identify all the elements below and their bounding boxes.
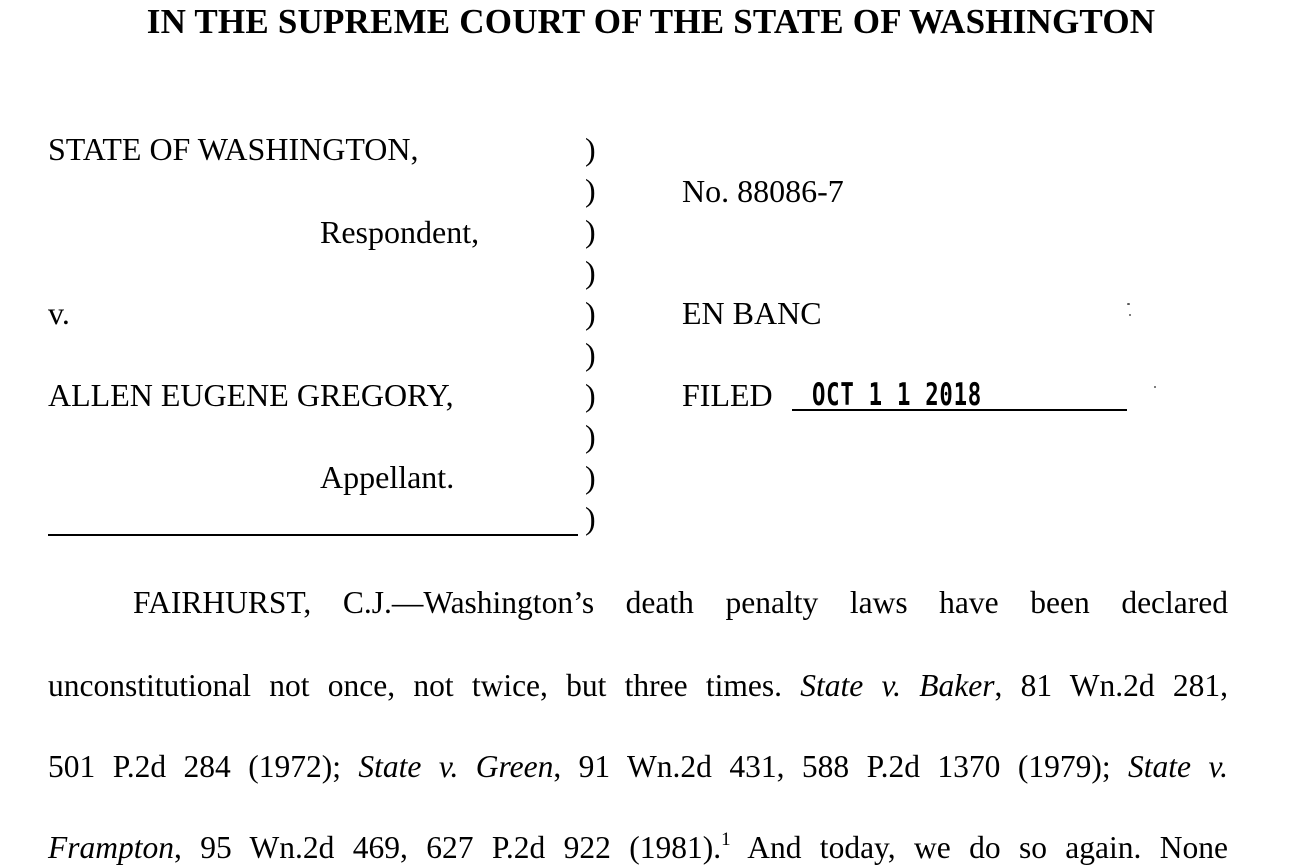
case-citation: Frampton — [48, 830, 174, 865]
party2-role: Appellant. — [320, 459, 455, 495]
opinion-line-2 — [48, 670, 1228, 702]
scan-speck — [1154, 386, 1156, 388]
filed-date-stamp: OCT 1 1 2018 — [812, 377, 982, 413]
case-citation: State v. Baker — [800, 668, 995, 703]
caption-paren: ) — [585, 131, 596, 167]
opinion-text: FAIRHURST, C.J.—Washington’s death penalty laws have been declared — [133, 585, 1228, 620]
en-banc-label: EN BANC — [682, 295, 822, 331]
caption-paren: ) — [585, 377, 596, 413]
caption-paren: ) — [585, 500, 596, 536]
opinion-text: And today, we do so again. None — [730, 830, 1228, 865]
case-citation: State v. Green — [358, 749, 554, 784]
versus-label: v. — [48, 295, 70, 331]
scan-speck — [1127, 303, 1130, 305]
opinion-text: 501 P.2d 284 (1972); — [48, 749, 359, 784]
opinion-text: , 81 Wn.2d 281, — [994, 668, 1228, 703]
opinion-line-4 — [48, 829, 1228, 865]
footnote-reference[interactable]: 1 — [721, 829, 731, 850]
opinion-text: , 95 Wn.2d 469, 627 P.2d 922 (1981). — [174, 830, 722, 865]
docket-number: No. 88086-7 — [682, 173, 844, 209]
caption-paren: ) — [585, 213, 596, 249]
party1-name: STATE OF WASHINGTON, — [48, 131, 419, 167]
caption-paren: ) — [585, 254, 596, 290]
case-citation: State v. — [1128, 749, 1228, 784]
caption-paren: ) — [585, 459, 596, 495]
opinion-text: unconstitutional not once, not twice, but three times. — [48, 668, 801, 703]
caption-paren: ) — [585, 295, 596, 331]
opinion-text: , 91 Wn.2d 431, 588 P.2d 1370 (1979); — [553, 749, 1129, 784]
caption-paren: ) — [585, 336, 596, 372]
caption-paren: ) — [585, 172, 596, 208]
caption-paren: ) — [585, 418, 596, 454]
party1-role: Respondent, — [320, 214, 480, 250]
opinion-line-3 — [48, 751, 1228, 783]
court-title: IN THE SUPREME COURT OF THE STATE OF WASHINGTON — [146, 2, 1156, 41]
caption-underline — [48, 534, 578, 536]
party2-name: ALLEN EUGENE GREGORY, — [48, 377, 454, 413]
opinion-line-1 — [133, 587, 1228, 619]
scan-speck — [1129, 314, 1131, 316]
filed-label: FILED — [682, 377, 773, 413]
